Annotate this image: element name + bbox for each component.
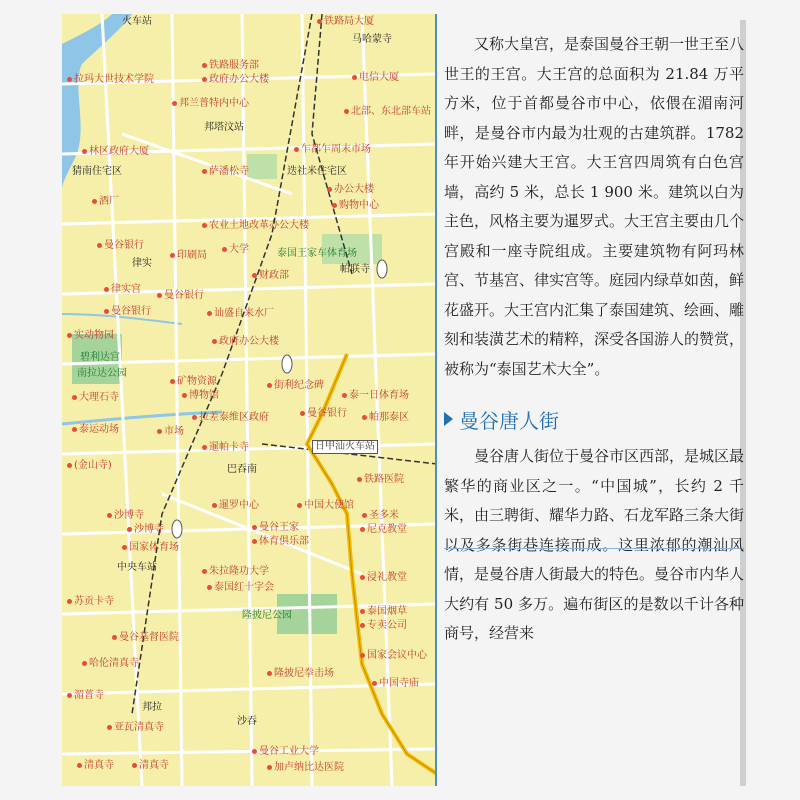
poi-dot-icon xyxy=(252,273,257,278)
map-label-text: 曼谷银行 xyxy=(164,290,204,301)
map-label xyxy=(170,250,207,262)
stadium-icon xyxy=(377,260,387,278)
poi-dot-icon xyxy=(107,725,112,730)
map-label xyxy=(207,308,274,320)
poi-dot-icon xyxy=(72,395,77,400)
map-label-text: 沙博寺 xyxy=(114,510,144,521)
poi-dot-icon xyxy=(300,411,305,416)
poi-dot-icon xyxy=(202,569,207,574)
map-label-text: 暹罗中心 xyxy=(219,500,259,511)
poi-dot-icon xyxy=(357,477,362,482)
map-label-text: 讪盛自来水厂 xyxy=(214,308,274,319)
map-label xyxy=(82,658,139,670)
map-label-text: 博物馆 xyxy=(189,390,219,401)
map-label-text: 农业土地改革办公大楼 xyxy=(209,220,309,231)
map-label xyxy=(77,760,114,772)
section-paragraph: 曼谷唐人街位于曼谷市区西部，是城区最繁华的商业区之一。“中国城”，长约 2 千米，由三聘街、耀华力路、石龙军路三条大街以及多条街巷连接而成。这里浓郁的潮汕风情，是曼谷唐人街最大的特色。曼谷市内华人大约有 50 多万。遍布街区的是数以千计各种商号，经营来 xyxy=(444,447,744,642)
map-label xyxy=(267,380,324,392)
stadium-icon xyxy=(172,520,182,538)
map-label-text: 加卢纳比达医院 xyxy=(274,762,344,773)
map-label xyxy=(372,678,419,690)
poi-dot-icon xyxy=(92,199,97,204)
map-label-text: 泰国王家车体育场 xyxy=(277,248,357,259)
map-label-text: 邦拉 xyxy=(142,702,162,713)
map-label xyxy=(122,542,179,554)
poi-dot-icon xyxy=(127,527,132,532)
map-label xyxy=(300,408,347,420)
map-label-text: 泰国烟草 xyxy=(367,606,407,617)
text-column xyxy=(444,14,744,786)
map-label xyxy=(202,566,269,578)
poi-dot-icon xyxy=(67,77,72,82)
map-label xyxy=(92,196,119,208)
map-label-text: 北部、东北部车站 xyxy=(351,106,431,117)
map-label xyxy=(212,336,279,348)
map-label-text: 朱拉隆功大学 xyxy=(209,566,269,577)
map-label xyxy=(132,760,169,772)
map-label xyxy=(67,74,154,86)
map-label-text: 办公大楼 xyxy=(334,184,374,195)
map-label xyxy=(67,330,114,342)
map-label-text: 哈伦清真寺 xyxy=(89,658,139,669)
poi-dot-icon xyxy=(192,415,197,420)
poi-dot-icon xyxy=(97,243,102,248)
map-label xyxy=(360,606,407,618)
map-label-text: 暹帕卡寺 xyxy=(209,442,249,453)
poi-dot-icon xyxy=(67,599,72,604)
map-label xyxy=(202,442,249,454)
map-label xyxy=(227,464,257,476)
map-label xyxy=(77,368,127,380)
map-label xyxy=(340,264,370,276)
poi-dot-icon xyxy=(182,393,187,398)
map-label-text: 曼谷银行 xyxy=(111,306,151,317)
map-label xyxy=(82,146,149,158)
map-label xyxy=(204,122,244,134)
map-label-text: 泰一日体育场 xyxy=(349,390,409,401)
map-label-text: 苏贡卡寺 xyxy=(74,596,114,607)
map-label xyxy=(287,166,347,178)
poi-dot-icon xyxy=(207,585,212,590)
poi-dot-icon xyxy=(104,309,109,314)
map-label-text: 专卖公司 xyxy=(367,620,407,631)
map-label-text: 泰国红十字会 xyxy=(214,582,274,593)
map-label-text: 印刷局 xyxy=(177,250,207,261)
map-label-text: 拉差泰维区政府 xyxy=(199,412,269,423)
map-label xyxy=(332,200,379,212)
city-map xyxy=(62,14,437,786)
map-label-text: 体育俱乐部 xyxy=(259,536,309,547)
section-title: 曼谷唐人街 xyxy=(459,408,559,433)
map-label-text: 邦塔汶站 xyxy=(204,122,244,133)
poi-dot-icon xyxy=(67,693,72,698)
map-label-text: 实动物园 xyxy=(74,330,114,341)
map-label xyxy=(252,522,299,534)
map-label xyxy=(312,440,378,454)
map-label-text: 国家会议中心 xyxy=(367,650,427,661)
map-label xyxy=(127,524,164,536)
poi-dot-icon xyxy=(202,63,207,68)
poi-dot-icon xyxy=(72,427,77,432)
map-label-text: 日甲汕火车站 xyxy=(315,441,375,452)
map-label-text: 圣多米 xyxy=(369,510,399,521)
poi-dot-icon xyxy=(212,503,217,508)
map-label xyxy=(277,248,357,260)
map-label-text: 浸礼教堂 xyxy=(367,572,407,583)
poi-dot-icon xyxy=(360,575,365,580)
map-label xyxy=(157,426,184,438)
poi-dot-icon xyxy=(202,223,207,228)
map-label-text: 政府办公大楼 xyxy=(219,336,279,347)
map-label xyxy=(360,620,407,632)
map-label xyxy=(362,510,399,522)
map-label-text: 帕那泰区 xyxy=(369,412,409,423)
river xyxy=(62,14,132,189)
poi-dot-icon xyxy=(77,763,82,768)
map-label xyxy=(67,596,114,608)
map-label-text: 曼谷工业大学 xyxy=(259,746,319,757)
map-label xyxy=(202,74,269,86)
poi-dot-icon xyxy=(67,333,72,338)
poi-dot-icon xyxy=(352,75,357,80)
map-label xyxy=(212,500,259,512)
map-label xyxy=(360,572,407,584)
triangle-marker-icon xyxy=(444,412,453,426)
poi-dot-icon xyxy=(294,147,299,152)
poi-dot-icon xyxy=(132,763,137,768)
map-label xyxy=(104,306,151,318)
map-label-text: 律实宫 xyxy=(111,284,141,295)
map-label-text: 泰运动场 xyxy=(79,424,119,435)
poi-dot-icon xyxy=(67,463,72,468)
map-label xyxy=(297,500,354,512)
poi-dot-icon xyxy=(360,623,365,628)
map-label-text: 街利纪念碑 xyxy=(274,380,324,391)
poi-dot-icon xyxy=(157,429,162,434)
poi-dot-icon xyxy=(122,545,127,550)
map-label xyxy=(122,16,152,28)
map-label-text: 沙博寺 xyxy=(134,524,164,535)
poi-dot-icon xyxy=(104,287,109,292)
poi-dot-icon xyxy=(267,765,272,770)
poi-dot-icon xyxy=(252,539,257,544)
map-label-text: 大学 xyxy=(229,244,249,255)
map-label-text: 亚瓦清真寺 xyxy=(114,722,164,733)
map-label xyxy=(80,352,120,364)
poi-dot-icon xyxy=(170,379,175,384)
map-label xyxy=(237,716,257,728)
map-label-text: (金山寺) xyxy=(74,460,112,471)
poi-dot-icon xyxy=(252,749,257,754)
map-label-text: 中国寺庙 xyxy=(379,678,419,689)
poi-dot-icon xyxy=(267,383,272,388)
map-label xyxy=(112,632,179,644)
map-label-text: 尼克教堂 xyxy=(367,524,407,535)
poi-dot-icon xyxy=(82,661,87,666)
poi-dot-icon xyxy=(362,513,367,518)
map-label xyxy=(117,562,157,574)
map-label-text: 曼谷基督医院 xyxy=(119,632,179,643)
park-small xyxy=(247,154,277,179)
map-label xyxy=(360,524,407,536)
map-label-text: 市场 xyxy=(164,426,184,437)
map-label xyxy=(142,702,162,714)
map-label-text: 清真寺 xyxy=(139,760,169,771)
map-label-text: 林区政府大厦 xyxy=(89,146,149,157)
map-label xyxy=(157,290,204,302)
map-label-text: 碧利达宫 xyxy=(80,352,120,363)
map-label-text: 电信大厦 xyxy=(359,72,399,83)
map-label xyxy=(72,424,119,436)
poi-dot-icon xyxy=(252,525,257,530)
map-label xyxy=(72,166,122,178)
map-label xyxy=(360,650,427,662)
map-label-text: 萨潘松寺 xyxy=(209,166,249,177)
map-label-text: 中央车站 xyxy=(117,562,157,573)
map-label xyxy=(207,582,274,594)
map-label xyxy=(192,412,269,424)
map-label-text: 沙吞 xyxy=(237,716,257,727)
map-label xyxy=(362,412,409,424)
poi-dot-icon xyxy=(172,101,177,106)
map-label-text: 财政部 xyxy=(259,270,289,281)
map-label xyxy=(172,98,249,110)
map-label xyxy=(267,668,334,680)
map-label-text: 马哈蒙寺 xyxy=(352,34,392,45)
map-label xyxy=(202,166,249,178)
map-label xyxy=(252,746,319,758)
poi-dot-icon xyxy=(112,635,117,640)
map-label-text: 邦兰普特内中心 xyxy=(179,98,249,109)
map-label-text: 酒厂 xyxy=(99,196,119,207)
map-label-text: 中国大使馆 xyxy=(304,500,354,511)
map-label-text: 清真寺 xyxy=(84,760,114,771)
map-label xyxy=(317,16,374,28)
map-label xyxy=(107,510,144,522)
map-label xyxy=(67,690,104,702)
map-label xyxy=(202,220,309,232)
map-label xyxy=(352,72,399,84)
map-label xyxy=(182,390,219,402)
map-label xyxy=(104,284,141,296)
map-label xyxy=(202,60,259,72)
poi-dot-icon xyxy=(157,293,162,298)
map-label-text: 曼谷银行 xyxy=(104,240,144,251)
map-label-text: 曼谷王家 xyxy=(259,522,299,533)
stadium-icon xyxy=(282,355,292,373)
poi-dot-icon xyxy=(332,203,337,208)
map-label xyxy=(97,240,144,252)
intro-paragraph: 又称大皇宫，是泰国曼谷王朝一世王至八世王的王宫。大王宫的总面积为 21.84 万平方米，位于首都曼谷市中心，依偎在湄南河畔，是曼谷市内最为壮观的古建筑群。1782 年开始兴建大王宫。大王宫四周筑有白色宫墙，高约 5 米，总长 1 900 米。建筑以白为主色，风格主要为暹罗式。大王宫主要由几个宫殿和一座寺院组成。主要建筑物有阿玛林宫、节基宫、律实宫等。庭园内绿草如茵，鲜花盛开。大王宫内汇集了泰国建筑、绘画、雕刻和装潢艺术的精粹，深受各国游人的赞赏，被称为“泰国艺术大全”。 xyxy=(444,35,744,378)
poi-dot-icon xyxy=(372,681,377,686)
map-label-text: 曼谷银行 xyxy=(307,408,347,419)
poi-dot-icon xyxy=(82,149,87,154)
map-label xyxy=(267,762,344,774)
poi-dot-icon xyxy=(202,445,207,450)
map-label xyxy=(342,390,409,402)
map-label xyxy=(344,106,431,118)
map-label-text: 隆披尼公园 xyxy=(242,610,292,621)
poi-dot-icon xyxy=(360,653,365,658)
map-label-text: 巴吞南 xyxy=(227,464,257,475)
map-label-text: 购物中心 xyxy=(339,200,379,211)
map-label xyxy=(67,460,112,472)
poi-dot-icon xyxy=(202,77,207,82)
poi-dot-icon xyxy=(297,503,302,508)
map-label xyxy=(357,474,404,486)
map-label-text: 迭社米住宅区 xyxy=(287,166,347,177)
map-label xyxy=(132,258,152,270)
poi-dot-icon xyxy=(317,19,322,24)
poi-dot-icon xyxy=(360,609,365,614)
poi-dot-icon xyxy=(360,527,365,532)
map-label xyxy=(107,722,164,734)
map-label-text: 隆披尼拳击场 xyxy=(274,668,334,679)
map-label xyxy=(327,184,374,196)
poi-dot-icon xyxy=(344,109,349,114)
map-label-text: 铁路医院 xyxy=(364,474,404,485)
poi-dot-icon xyxy=(222,247,227,252)
section-heading xyxy=(444,404,744,434)
map-label-text: 帕联寺 xyxy=(340,264,370,275)
poi-dot-icon xyxy=(362,415,367,420)
map-label-text: 拉玛大世技术学院 xyxy=(74,74,154,85)
map-label-text: 矿物资源 xyxy=(177,376,217,387)
map-label xyxy=(252,270,289,282)
map-label-text: 国家体育场 xyxy=(129,542,179,553)
poi-dot-icon xyxy=(207,311,212,316)
map-label-text: 律实 xyxy=(132,258,152,269)
map-label xyxy=(252,536,309,548)
map-label-text: 政府办公大楼 xyxy=(209,74,269,85)
poi-dot-icon xyxy=(202,169,207,174)
map-label-text: 铁路服务部 xyxy=(209,60,259,71)
map-label-text: 乍都乍周末市场 xyxy=(301,144,371,155)
map-label-text: 火车站 xyxy=(122,16,152,27)
map-label xyxy=(72,392,119,404)
poi-dot-icon xyxy=(107,513,112,518)
poi-dot-icon xyxy=(212,339,217,344)
map-label-text: 铁路局大厦 xyxy=(324,16,374,27)
map-label xyxy=(294,144,371,156)
map-label-text: 湄普寺 xyxy=(74,690,104,701)
map-label xyxy=(352,34,392,46)
map-label-text: 猜南住宅区 xyxy=(72,166,122,177)
map-label xyxy=(170,376,217,388)
section-rule xyxy=(444,548,740,549)
poi-dot-icon xyxy=(170,253,175,258)
poi-dot-icon xyxy=(327,187,332,192)
map-label-text: 南拉达公园 xyxy=(77,368,127,379)
map-label xyxy=(222,244,249,256)
poi-dot-icon xyxy=(267,671,272,676)
map-label-text: 大理石寺 xyxy=(79,392,119,403)
map-label xyxy=(242,610,292,622)
poi-dot-icon xyxy=(342,393,347,398)
